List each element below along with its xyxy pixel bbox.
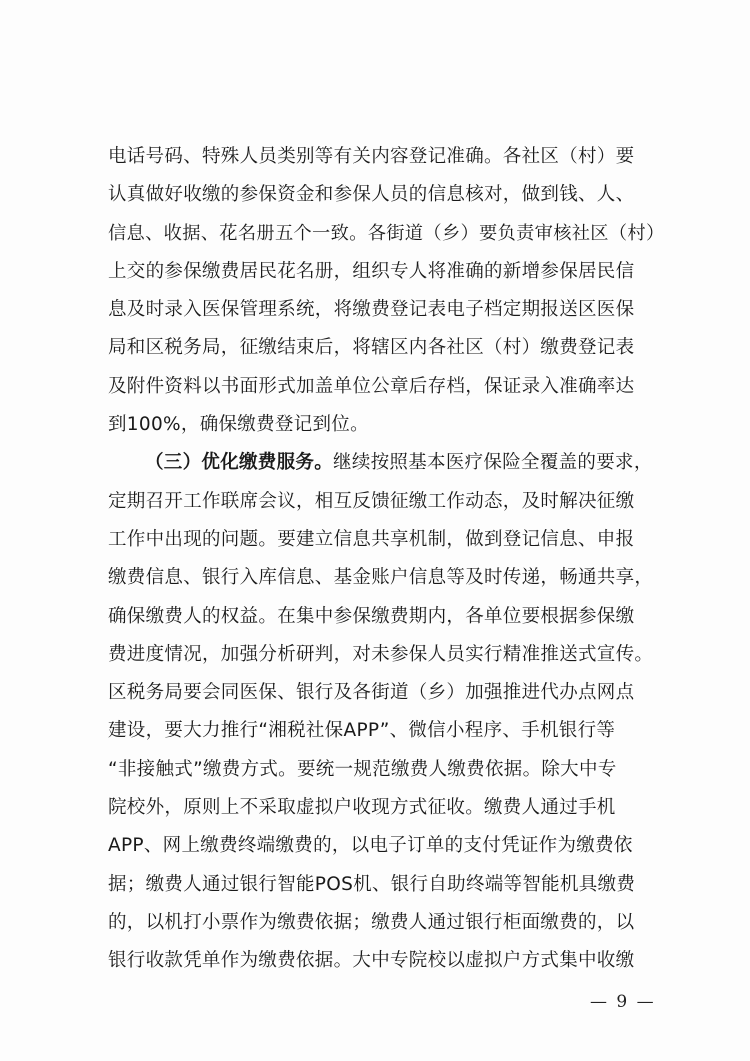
text-line: 的，以机打小票作为缴费依据；缴费人通过银行柜面缴费的，以 (108, 911, 635, 933)
section-3-first-line (108, 444, 668, 482)
text-line: 信息、收据、花名册五个一致。各街道（乡）要负责审核社区（村） (108, 222, 665, 244)
text-line: 局和区税务局，征缴结束后，将辖区内各社区（村）缴费登记表 (108, 337, 635, 359)
text-line: 定期召开工作联席会议，相互反馈征缴工作动态，及时解决征缴 (108, 490, 635, 512)
page-number: — 9 — (590, 992, 656, 1012)
document-body (108, 138, 668, 981)
text-line: 据；缴费人通过银行智能POS机、银行自助终端等智能机具缴费 (108, 873, 636, 895)
text-line: 认真做好收缴的参保资金和参保人员的信息核对，做到钱、人、 (108, 184, 635, 206)
text-line: 工作中出现的问题。要建立信息共享机制，做到登记信息、申报 (108, 528, 635, 550)
text-line: 院校外，原则上不采取虚拟户收现方式征收。缴费人通过手机 (108, 797, 616, 819)
text-line: 缴费信息、银行入库信息、基金账户信息等及时传递，畅通共享， (108, 567, 654, 589)
text-line: 上交的参保缴费居民花名册，组织专人将准确的新增参保居民信 (108, 260, 635, 282)
text-line: 银行收款凭单作为缴费依据。大中专院校以虚拟户方式集中收缴 (108, 950, 635, 972)
text-line: 确保缴费人的权益。在集中参保缴费期内，各单位要根据参保缴 (108, 605, 635, 627)
text-line: “非接触式”缴费方式。要统一规范缴费人缴费依据。除大中专 (108, 758, 617, 780)
section-3-heading: （三）优化缴费服务。 (145, 452, 334, 474)
text-line: 息及时录入医保管理系统，将缴费登记表电子档定期报送区医保 (108, 299, 635, 321)
text-line: 到100%，确保缴费登记到位。 (108, 414, 369, 436)
text-line: 区税务局要会同医保、银行及各街道（乡）加强推进代办点网点 (108, 682, 635, 704)
text-line: APP、网上缴费终端缴费的，以电子订单的支付凭证作为缴费依 (108, 835, 633, 857)
text-line: 电话号码、特殊人员类别等有关内容登记准确。各社区（村）要 (108, 146, 635, 167)
text-line: 及附件资料以书面形式加盖单位公章后存档，保证录入准确率达 (108, 375, 635, 397)
section-3-first-line-text: 继续按照基本医疗保险全覆盖的要求， (333, 452, 653, 474)
text-line: 建设，要大力推行“湘税社保APP”、微信小程序、手机银行等 (108, 720, 616, 742)
text-line: 费进度情况，加强分析研判，对未参保人员实行精准推送式宣传。 (108, 643, 654, 665)
